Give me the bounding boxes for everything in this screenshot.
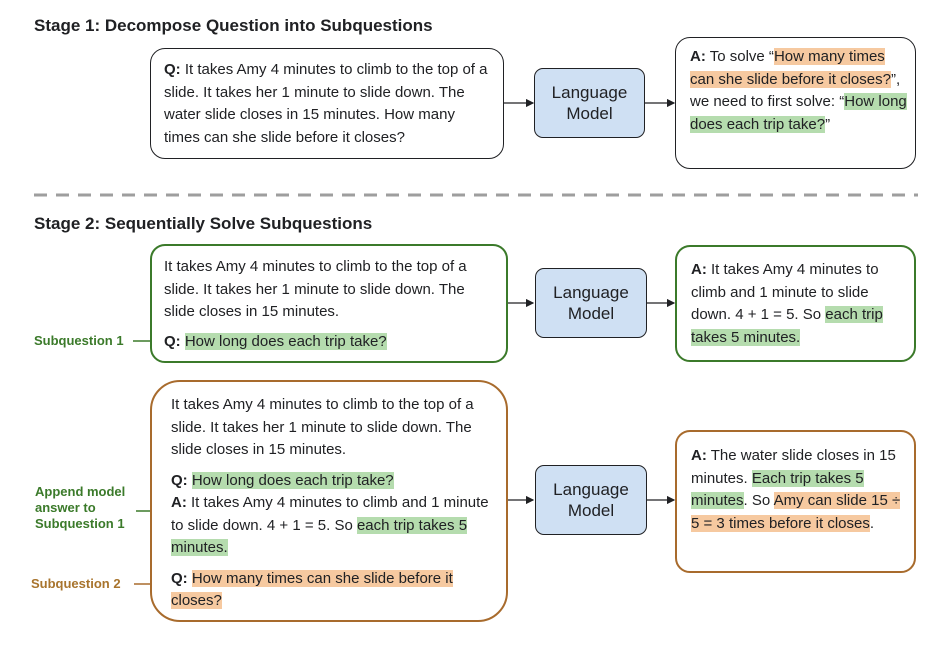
appended-question: Q: How long does each trip take? (171, 471, 394, 489)
answer2-box (675, 430, 916, 573)
stage1-answer-box (675, 37, 916, 169)
stage1-question: Q: It takes Amy 4 minutes to climb to the top of a slide. It takes her 1 minute to slide down. The water slide closes in 15 minutes. How many times can she slide before it closes? (164, 61, 488, 146)
stage1-question-box (150, 48, 504, 159)
subquestion1-label: Subquestion 1 (34, 333, 124, 348)
highlight-green: How long does each trip take? (690, 93, 907, 133)
append-label: Append model answer to Subquestion 1 (35, 484, 126, 531)
answer1-text: A: It takes Amy 4 minutes to climb and 1 minute to slide down. 4 + 1 = 5. So each trip takes 5 minutes. (691, 261, 883, 346)
appended-answer: A: It takes Amy 4 minutes to climb and 1 minute to slide down. 4 + 1 = 5. So each trip takes 5 minutes. (171, 494, 489, 556)
language-model-1: Language Model (534, 68, 645, 138)
highlight-orange: How many times can she slide before it closes? (690, 48, 891, 88)
answer2-text: A: The water slide closes in 15 minutes. Each trip takes 5 minutes. So Amy can slide 15 ÷ 5 = 3 times before it closes. (691, 447, 901, 532)
subquestion1-box (150, 244, 508, 363)
stage1-answer: A: To solve “How many times can she slide before it closes?”, we need to first solve: “How long does each trip take?” (690, 48, 907, 133)
subquestion2-label: Subquestion 2 (31, 576, 121, 591)
answer1-box (675, 245, 916, 362)
language-model-2: Language Model (535, 268, 647, 338)
subquestion2-context: It takes Amy 4 minutes to climb to the top of a slide. It takes her 1 minute to slide down. The slide closes in 15 minutes. (171, 396, 474, 458)
stage1-title: Stage 1: Decompose Question into Subquestions (34, 16, 433, 35)
subquestion1-question: Q: How long does each trip take? (164, 332, 387, 350)
subquestion1-context: It takes Amy 4 minutes to climb to the top of a slide. It takes her 1 minute to slide down. The slide closes in 15 minutes. (164, 258, 467, 320)
subquestion2-box (150, 380, 508, 622)
subquestion2-question: Q: How many times can she slide before it closes? (171, 569, 453, 609)
language-model-3: Language Model (535, 465, 647, 535)
stage2-title: Stage 2: Sequentially Solve Subquestions (34, 214, 373, 233)
